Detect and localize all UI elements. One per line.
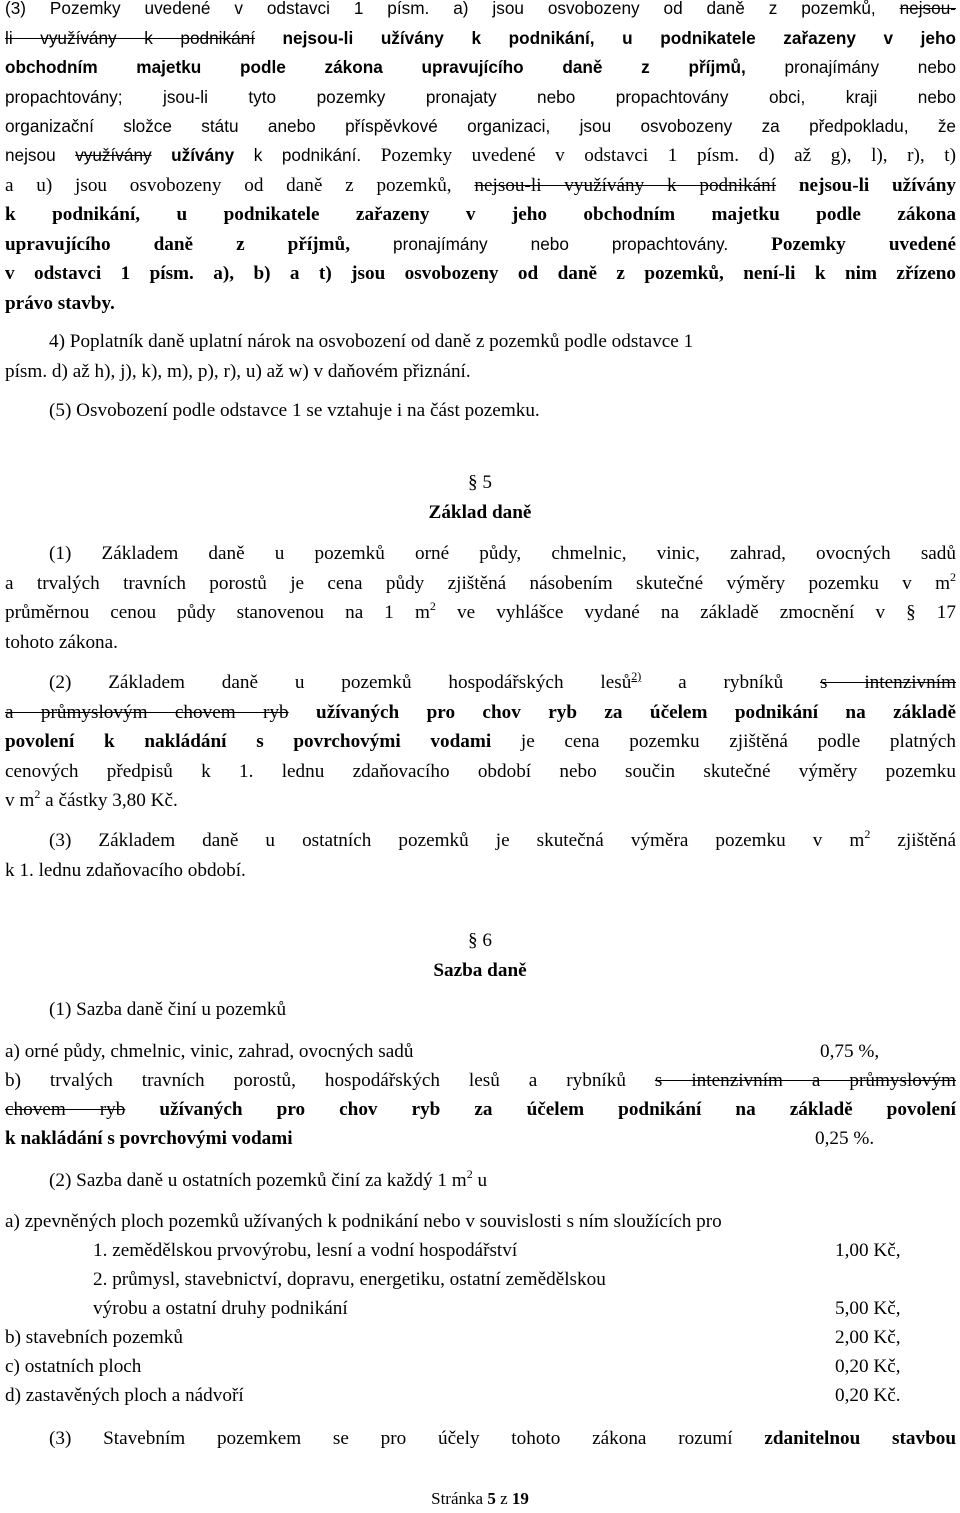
struck-text: s intenzivním [820,672,956,693]
paragraph-4 [5,327,956,386]
s6p3-line-1 [49,1424,956,1454]
title-text: Sazba daně [433,960,527,981]
p3-line-3 [5,53,956,83]
struck-text: chovem ryb [5,1099,126,1120]
text: b) trvalých travních porostů, hospodářských lesů a rybníků [5,1070,655,1091]
paragraph-3 [5,0,956,142]
text: ve vyhlášce vydané na základě zmocnění v § 17 [435,602,956,623]
s5p2-line-5 [5,786,956,816]
s6p1-item-a: a) orné půdy, chmelnic, vinic, zahrad, ovocných sadů [5,1041,414,1062]
struck-text: a průmyslovým chovem ryb [5,701,289,723]
text: u [472,1170,488,1191]
inserted-text: nejsou-li užívány [776,174,956,196]
s6p2-intro [49,1166,487,1195]
s6p2-item-a1: 1. zemědělskou prvovýrobu, lesní a vodní hospodářství [93,1240,518,1261]
superscript: 2 [950,569,956,584]
p3-line-5: organizační složce státu anebo příspěvkové organizaci, jsou osvobozeny za předpokladu, že [5,116,956,136]
inserted-text: užívaných pro chov ryb za účelem podnikání na základě [288,701,956,723]
title-text: Základ daně [428,502,532,523]
page-footer [0,1489,960,1509]
paragraph-5 [5,396,956,426]
s6p2-item-b: b) stavebních pozemků [5,1327,183,1348]
s5p3-line-1 [5,826,956,856]
page-number: 5 [487,1489,496,1508]
text: a rybníků [641,672,821,693]
text: (3) Stavebním pozemkem se pro účely tohoto zákona rozumí [49,1428,765,1449]
s6p1b-line-2 [5,1095,956,1124]
s6p2-item-c: c) ostatních ploch [5,1356,142,1377]
text: a trvalých travních porostů je cena půdy zjištěná násobením skutečné výměry pozemku v m [5,572,950,594]
text: v m [5,790,35,811]
inserted-text: k nakládání s povrchovými vodami [5,1128,293,1149]
text: (2) Základem daně u pozemků hospodářských lesů [49,672,632,693]
page-total: 19 [511,1489,529,1508]
p3-line-2 [5,24,956,54]
inserted-text: nejsou-li užívány k podnikání, u podnikatele zařazeny v jeho [254,27,956,48]
text: k podnikání. [234,145,362,165]
p3-line-9 [5,230,956,260]
s6p1-item-b-value: 0,25 %. [815,1128,875,1149]
s6p2-item-a2-line-2: výrobu a ostatní druhy podnikání [93,1298,348,1319]
s5p2-line-4: cenových předpisů k 1. lednu zdaňovacího období nebo součin skutečné výměry pozemku [5,760,956,782]
p5-line-1: (5) Osvobození podle odstavce 1 se vztahuje i na část pozemku. [49,400,540,421]
superscript: 2 [34,787,41,801]
s5p1-line-1: (1) Základem daně u pozemků orné půdy, chmelnic, vinic, zahrad, ovocných sadů [49,543,956,564]
text: Pozemky uvedené v odstavci 1 písm. d) až g), l), r), t) [361,145,956,166]
footnote-ref: 2) [631,669,642,683]
s6p1b-line-3 [5,1124,293,1153]
superscript: 2 [466,1167,473,1181]
s6p2-item-c-value: 0,20 Kč, [835,1356,901,1377]
section-6-number: § 6 [468,930,492,951]
section-6-title [0,956,960,985]
p3-line-8: k podnikání, u podnikatele zařazeny v jeho obchodním majetku podle zákona [5,204,956,225]
text: a částky 3,80 Kč. [40,790,178,811]
inserted-text: upravujícího daně z příjmů, [5,233,351,255]
p4-line-1: 4) Poplatník daně uplatní nárok na osvobození od daně z pozemků podle odstavce 1 [49,331,694,352]
section-5-paragraph-3 [5,826,956,885]
section-5-title [0,498,960,527]
section-5-paragraph-1 [5,539,956,657]
p3-line-6 [5,141,956,171]
text: zjištěná [870,830,956,851]
s5p1-line-3 [5,598,956,628]
s6p2-item-a1-value: 1,00 Kč, [835,1240,901,1261]
s5p2-line-2 [5,698,956,728]
section-5-number: § 5 [468,472,492,493]
text: nejsou [5,145,76,165]
inserted-text: povolení k nakládání s povrchovými vodami [5,731,492,752]
p3-line-1 [5,0,956,24]
text: a u) jsou osvobozeny od daně z pozemků, [5,174,475,196]
s5p1-line-4: tohoto zákona. [5,631,118,653]
text: průměrnou cenou půdy stanovenou na 1 m [5,602,430,623]
p3-line-11: právo stavby. [5,292,115,314]
text: (2) Sazba daně u ostatních pozemků činí za každý 1 m [49,1170,467,1191]
s6p1-intro: (1) Sazba daně činí u pozemků [49,999,287,1020]
s6p2-item-d-value: 0,20 Kč. [835,1385,901,1406]
s5p2-line-1 [5,668,956,698]
struck-text: li využívány k podnikání [5,27,255,48]
s5p3-line-2: k 1. lednu zdaňovacího období. [5,859,246,881]
struck-text: nejsou- [899,0,956,18]
p3-line-7 [5,171,956,201]
p3-line-10: v odstavci 1 písm. a), b) a t) jsou osvobozeny od daně z pozemků, není-li k nim zřízeno [5,263,956,284]
inserted-text: obchodním majetku podle zákona upravujícího daně z příjmů, [5,57,746,77]
struck-text: s intenzivním a průmyslovým [654,1070,956,1091]
footer-text: z [495,1489,512,1508]
s5p1-line-2 [5,569,956,599]
inserted-text: užívány [151,145,235,165]
s6p1-item-b [5,1066,956,1124]
s6p2-item-d: d) zastavěných ploch a nádvoří [5,1385,244,1406]
footer-text: Stránka [431,1489,488,1508]
s6p2-item-a2-line-1: 2. průmysl, stavebnictví, dopravu, energetiku, ostatní zemědělskou [93,1269,606,1290]
s5p2-line-3 [5,727,956,757]
text: (3) Pozemky uvedené v odstavci 1 písm. a) jsou osvobozeny od daně z pozemků, [5,0,900,18]
text: (3) Základem daně u ostatních pozemků je skutečná výměra pozemku v m [49,830,865,851]
p3-line-4: propachtovány; jsou-li tyto pozemky pronajaty nebo propachtovány obci, kraji nebo [5,86,956,107]
text: pronajímány nebo propachtovány. [350,233,729,254]
s6p2-item-a2-value: 5,00 Kč, [835,1298,901,1319]
s6p3 [49,1424,956,1454]
s6p2-item-b-value: 2,00 Kč, [835,1327,901,1348]
inserted-text: zdanitelnou stavbou [764,1428,957,1449]
struck-text: využívány [75,145,152,165]
p4-line-2: písm. d) až h), j), k), m), p), r), u) až w) v daňovém přiznání. [5,360,471,382]
superscript: 2 [864,827,871,841]
inserted-text: Pozemky uvedené [728,233,956,255]
text: pronajímány nebo [745,57,957,77]
s6p1b-line-1 [5,1066,956,1095]
struck-text: nejsou-li využívány k podnikání [474,174,777,196]
inserted-text: užívaných pro chov ryb za účelem podnikání na základě povolení [125,1099,956,1120]
s6p1-item-a-value: 0,75 %, [820,1041,880,1062]
paragraph-3-cont [5,141,956,318]
section-5-paragraph-2 [5,668,956,816]
s6p2-item-a: a) zpevněných ploch pozemků užívaných k podnikání nebo v souvislosti s ním sloužících pro [5,1211,722,1232]
text: je cena pozemku zjištěná podle platných [491,731,956,752]
superscript: 2 [429,599,436,613]
